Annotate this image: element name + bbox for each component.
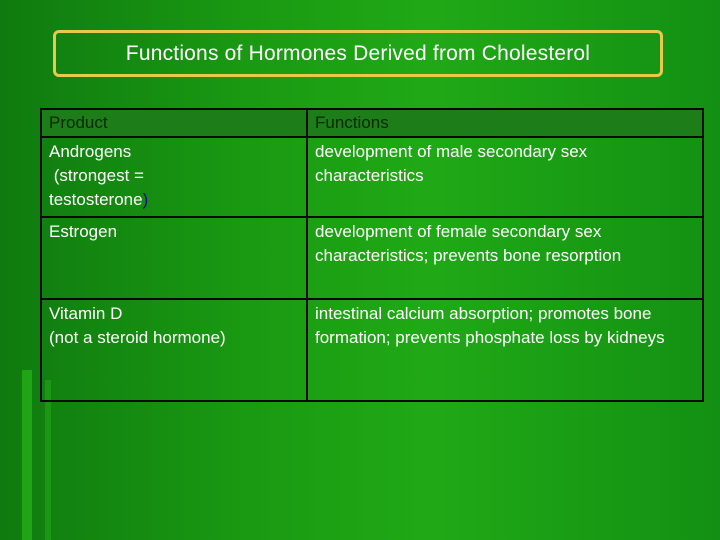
product-name: Vitamin D [49,304,123,323]
product-note: (not a steroid hormone) [49,328,226,347]
product-name: Androgens [49,142,132,161]
slide-title-text: Functions of Hormones Derived from Cholesterol [125,41,591,65]
decorative-bar-vertical-2 [45,380,51,540]
function-cell: development of male secondary sex characteristics [307,137,703,217]
product-note: (strongest = [49,166,144,185]
product-note-paren: ) [142,190,149,209]
product-cell [41,137,307,217]
decorative-bar-vertical [22,370,32,540]
product-note-line [49,188,299,212]
table-row [41,217,703,299]
header-product: Product [41,109,307,137]
table-row [41,137,703,217]
product-cell [41,299,307,401]
product-cell: Estrogen [41,217,307,299]
function-cell: intestinal calcium absorption; promotes bone formation; prevents phosphate loss by kidneys [307,299,703,401]
hormone-functions-table [40,108,704,402]
table-row [41,299,703,401]
slide-title [53,30,663,77]
table-header-row [41,109,703,137]
function-cell: development of female secondary sex characteristics; prevents bone resorption [307,217,703,299]
header-functions: Functions [307,109,703,137]
product-note-text: testosterone [49,190,143,209]
